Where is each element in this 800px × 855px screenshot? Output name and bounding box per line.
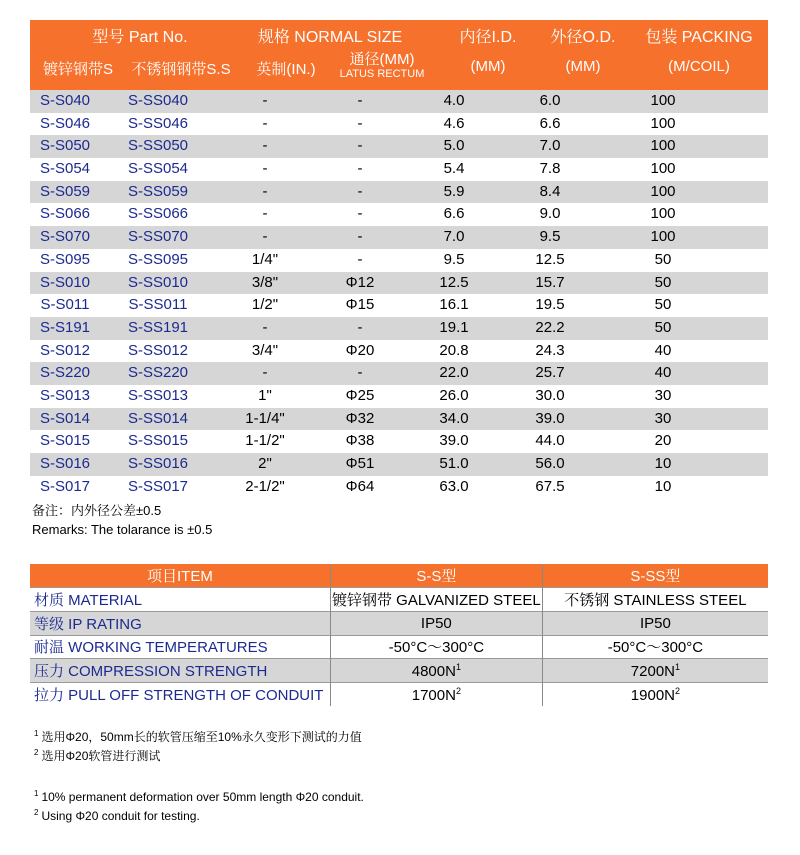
cell-inner-diameter: 4.6: [443, 114, 465, 132]
cell-outer-diameter: 22.2: [535, 318, 565, 336]
cell-size-inch: 1-1/4": [245, 409, 285, 427]
cell-part-no-galvanized: S-S040: [39, 92, 91, 109]
cell-latus-rectum: Φ51: [345, 455, 375, 472]
table-row: [30, 588, 768, 612]
cell-packing: 50: [654, 250, 672, 268]
s-type-value: [330, 683, 542, 706]
cell-part-no-stainless: S-SS095: [127, 250, 189, 268]
item-label: 压力 COMPRESSION STRENGTH: [30, 659, 330, 683]
cell-packing: 30: [654, 386, 672, 404]
footnote-marker: 2: [34, 748, 39, 757]
header-od: 外径O.D.: [550, 29, 616, 46]
cell-part-no-stainless: S-SS050: [127, 137, 189, 155]
cell-outer-diameter: 15.7: [535, 273, 565, 291]
item-table-body: [30, 588, 768, 706]
table-row: [30, 203, 768, 226]
table-row: [30, 635, 768, 659]
table-row: [30, 683, 768, 706]
cell-size-inch: 1/2": [251, 296, 279, 314]
cell-packing: 10: [654, 477, 672, 495]
cell-packing: 50: [654, 296, 672, 314]
remark-en: Remarks: The tolarance is ±0.5: [32, 522, 213, 537]
cell-latus-rectum: -: [357, 318, 363, 336]
value-text: 不锈钢 STAINLESS STEEL: [564, 591, 747, 609]
cell-part-no-stainless: S-SS066: [127, 205, 189, 223]
cell-latus-rectum: -: [357, 137, 363, 155]
cell-part-no-stainless: S-SS017: [127, 477, 189, 495]
cell-size-inch: 3/8": [251, 273, 279, 291]
cell-packing: 40: [654, 341, 672, 359]
header-latus-en: LATUS RECTUM: [339, 68, 425, 80]
table-row: [30, 659, 768, 683]
table-row: [30, 294, 768, 317]
cell-packing: 100: [650, 228, 676, 246]
cell-part-no-galvanized: S-S054: [39, 160, 91, 178]
cell-size-inch: 1-1/2": [245, 432, 285, 450]
header-part-no: 型号 Part No.: [92, 29, 188, 46]
cell-latus-rectum: Φ32: [345, 409, 375, 427]
cell-latus-rectum: Φ12: [345, 273, 375, 291]
cell-latus-rectum: -: [357, 228, 363, 246]
header-packing: 包装 PACKING: [645, 29, 753, 46]
cell-outer-diameter: 6.6: [539, 114, 561, 132]
s-type-value: [330, 635, 542, 659]
header-id-unit: (MM): [470, 58, 506, 75]
cell-part-no-galvanized: S-S050: [39, 137, 91, 155]
cell-packing: 50: [654, 273, 672, 291]
cell-inner-diameter: 16.1: [439, 296, 469, 314]
cell-packing: 100: [650, 137, 676, 155]
cell-size-inch: 2-1/2": [245, 477, 285, 495]
cell-size-inch: 1": [258, 386, 272, 404]
value-text: 7200N: [630, 662, 675, 680]
header-normal-size: 规格 NORMAL SIZE: [257, 29, 403, 46]
cell-inner-diameter: 63.0: [439, 477, 469, 495]
table-row: [30, 362, 768, 385]
cell-inner-diameter: 5.9: [443, 182, 465, 200]
cell-part-no-stainless: S-SS012: [127, 341, 189, 359]
footnote-text: 10% permanent deformation over 50mm length Φ20 conduit.: [41, 790, 364, 804]
cell-size-inch: -: [262, 182, 268, 200]
cell-outer-diameter: 24.3: [535, 341, 565, 359]
cell-packing: 100: [650, 182, 676, 200]
cell-part-no-stainless: S-SS014: [127, 409, 189, 427]
spec-table-body: [30, 90, 768, 498]
cell-part-no-galvanized: S-S014: [39, 409, 91, 427]
cell-part-no-stainless: S-SS070: [127, 228, 189, 246]
cell-outer-diameter: 25.7: [535, 364, 565, 382]
cell-part-no-stainless: S-SS013: [127, 386, 189, 404]
footnote-en-2: [34, 808, 200, 823]
cell-latus-rectum: Φ38: [345, 432, 375, 450]
table-row: [30, 317, 768, 340]
footnote-ref: 2: [675, 685, 681, 696]
cell-packing: 100: [650, 114, 676, 132]
cell-outer-diameter: 7.8: [539, 160, 561, 178]
table-row: [30, 430, 768, 453]
cell-latus-rectum: -: [357, 182, 363, 200]
header-id: 内径I.D.: [459, 29, 517, 46]
cell-size-inch: 1/4": [251, 250, 279, 268]
cell-part-no-galvanized: S-S016: [39, 455, 91, 472]
cell-outer-diameter: 9.5: [539, 228, 561, 246]
footnote-ref: 2: [455, 685, 461, 696]
cell-size-inch: -: [262, 364, 268, 382]
ss-type-value: [542, 659, 768, 683]
header-ss-type: S-SS型: [542, 564, 768, 588]
cell-packing: 10: [654, 455, 672, 472]
cell-size-inch: 2": [258, 455, 272, 472]
cell-outer-diameter: 9.0: [539, 205, 561, 223]
header-inch: 英制(IN.): [256, 61, 316, 78]
cell-packing: 20: [654, 432, 672, 450]
cell-part-no-stainless: S-SS040: [127, 92, 189, 109]
cell-inner-diameter: 39.0: [439, 432, 469, 450]
cell-size-inch: -: [262, 137, 268, 155]
cell-size-inch: -: [262, 318, 268, 336]
cell-part-no-stainless: S-SS220: [127, 364, 189, 382]
cell-packing: 100: [650, 160, 676, 178]
table-row: [30, 385, 768, 408]
s-type-value: [330, 611, 542, 635]
header-packing-unit: (M/COIL): [668, 58, 730, 75]
table-row: [30, 135, 768, 158]
cell-part-no-galvanized: S-S011: [40, 296, 90, 314]
cell-outer-diameter: 12.5: [535, 250, 565, 268]
s-type-value: [330, 659, 542, 683]
table-row: [30, 113, 768, 136]
footnote-ref: 1: [455, 661, 461, 672]
s-type-value: [330, 588, 542, 612]
cell-outer-diameter: 6.0: [539, 92, 561, 109]
item-label: 等级 IP RATING: [30, 611, 330, 635]
cell-part-no-stainless: S-SS054: [127, 160, 189, 178]
cell-part-no-stainless: S-SS015: [127, 432, 189, 450]
cell-part-no-stainless: S-SS011: [128, 296, 188, 314]
cell-part-no-galvanized: S-S046: [39, 114, 91, 132]
footnote-text: 选用Φ20软管进行测试: [41, 749, 161, 763]
cell-latus-rectum: Φ25: [345, 386, 375, 404]
cell-packing: 100: [650, 205, 676, 223]
footnote-text: 选用Φ20，50mm长的软管压缩至10%永久变形下测试的力值: [41, 730, 362, 744]
cell-latus-rectum: Φ20: [345, 341, 375, 359]
cell-size-inch: -: [262, 92, 268, 109]
cell-part-no-stainless: S-SS016: [127, 455, 189, 472]
cell-part-no-galvanized: S-S010: [39, 273, 91, 291]
cell-size-inch: -: [262, 160, 268, 178]
cell-inner-diameter: 12.5: [439, 273, 469, 291]
cell-size-inch: 3/4": [251, 341, 279, 359]
cell-part-no-galvanized: S-S070: [39, 228, 91, 246]
footnote-marker: 1: [34, 789, 39, 798]
item-table-header: [30, 564, 768, 588]
cell-part-no-stainless: S-SS059: [127, 182, 189, 200]
footnote-marker: 1: [34, 729, 39, 738]
cell-inner-diameter: 51.0: [439, 455, 469, 472]
cell-latus-rectum: Φ15: [345, 296, 375, 314]
table-row: [30, 476, 768, 499]
table-row: [30, 90, 768, 113]
spec-table-header: [30, 20, 768, 90]
cell-part-no-galvanized: S-S017: [39, 477, 91, 495]
header-galvanized: 镀锌钢带S: [42, 61, 113, 78]
table-row: [30, 158, 768, 181]
cell-packing: 40: [654, 364, 672, 382]
cell-packing: 100: [650, 92, 676, 109]
cell-size-inch: -: [262, 205, 268, 223]
table-row: [30, 408, 768, 431]
cell-latus-rectum: -: [357, 160, 363, 178]
cell-part-no-galvanized: S-S015: [39, 432, 91, 450]
cell-inner-diameter: 9.5: [443, 250, 465, 268]
cell-part-no-galvanized: S-S059: [39, 182, 91, 200]
item-label: 耐温 WORKING TEMPERATURES: [30, 635, 330, 659]
table-row: [30, 226, 768, 249]
footnote-ref: 1: [675, 661, 681, 672]
spec-table: [30, 20, 768, 498]
footnote-text: Using Φ20 conduit for testing.: [41, 809, 200, 823]
footnote-en-1: [34, 789, 364, 804]
cell-part-no-galvanized: S-S191: [39, 318, 91, 336]
cell-part-no-galvanized: S-S012: [39, 341, 91, 359]
cell-latus-rectum: -: [357, 364, 363, 382]
cell-packing: 30: [654, 409, 672, 427]
ss-type-value: [542, 588, 768, 612]
cell-inner-diameter: 20.8: [439, 341, 469, 359]
cell-size-inch: -: [262, 114, 268, 132]
cell-part-no-stainless: S-SS010: [127, 273, 189, 291]
cell-packing: 50: [654, 318, 672, 336]
header-stainless: 不锈钢钢带S.S: [131, 61, 231, 78]
header-latus-cn: 通径(MM): [349, 51, 415, 68]
footnote-cn-2: [34, 747, 160, 764]
header-s-type: S-S型: [330, 564, 542, 588]
value-text: 镀锌钢带 GALVANIZED STEEL: [332, 591, 541, 609]
table-row: [30, 249, 768, 272]
item-table: [30, 564, 768, 706]
cell-latus-rectum: -: [357, 114, 363, 132]
ss-type-value: [542, 683, 768, 706]
cell-inner-diameter: 7.0: [443, 228, 465, 246]
value-text: 1700N: [411, 686, 456, 704]
cell-outer-diameter: 39.0: [535, 409, 565, 427]
cell-inner-diameter: 22.0: [439, 364, 469, 382]
cell-inner-diameter: 5.0: [443, 137, 465, 155]
cell-inner-diameter: 19.1: [439, 318, 469, 336]
cell-size-inch: -: [262, 228, 268, 246]
ss-type-value: [542, 611, 768, 635]
footnote-marker: 2: [34, 808, 39, 817]
cell-part-no-galvanized: S-S013: [39, 386, 91, 404]
cell-inner-diameter: 5.4: [443, 160, 465, 178]
cell-outer-diameter: 8.4: [539, 182, 561, 200]
table-row: [30, 272, 768, 295]
item-label: 拉力 PULL OFF STRENGTH OF CONDUIT: [30, 683, 330, 706]
cell-outer-diameter: 7.0: [539, 137, 561, 155]
table-row: [30, 611, 768, 635]
value-text: 1900N: [630, 686, 675, 704]
cell-outer-diameter: 19.5: [535, 296, 565, 314]
cell-part-no-stainless: S-SS191: [127, 318, 189, 336]
cell-outer-diameter: 67.5: [535, 477, 565, 495]
remark-cn: 备注：内外径公差±0.5: [32, 503, 162, 518]
table-row: [30, 181, 768, 204]
value-text: IP50: [420, 614, 452, 632]
footnote-cn-1: [34, 728, 362, 745]
value-text: -50°C〜300°C: [607, 639, 704, 657]
cell-part-no-galvanized: S-S220: [39, 364, 91, 382]
cell-latus-rectum: -: [357, 92, 363, 109]
value-text: 4800N: [411, 662, 456, 680]
cell-latus-rectum: -: [357, 250, 363, 268]
cell-outer-diameter: 44.0: [535, 432, 565, 450]
header-item: 项目ITEM: [30, 564, 330, 588]
table-row: [30, 453, 768, 476]
ss-type-value: [542, 635, 768, 659]
item-label: 材质 MATERIAL: [30, 588, 330, 612]
cell-part-no-galvanized: S-S066: [39, 205, 91, 223]
table-row: [30, 340, 768, 363]
value-text: -50°C〜300°C: [388, 639, 485, 657]
cell-inner-diameter: 6.6: [443, 205, 465, 223]
cell-latus-rectum: -: [357, 205, 363, 223]
value-text: IP50: [639, 614, 671, 632]
cell-part-no-galvanized: S-S095: [39, 250, 91, 268]
cell-part-no-stainless: S-SS046: [127, 114, 189, 132]
cell-inner-diameter: 4.0: [443, 92, 465, 109]
cell-outer-diameter: 30.0: [535, 386, 565, 404]
cell-latus-rectum: Φ64: [345, 477, 375, 495]
cell-outer-diameter: 56.0: [535, 455, 565, 472]
cell-inner-diameter: 26.0: [439, 386, 469, 404]
header-od-unit: (MM): [565, 58, 601, 75]
cell-inner-diameter: 34.0: [439, 409, 469, 427]
